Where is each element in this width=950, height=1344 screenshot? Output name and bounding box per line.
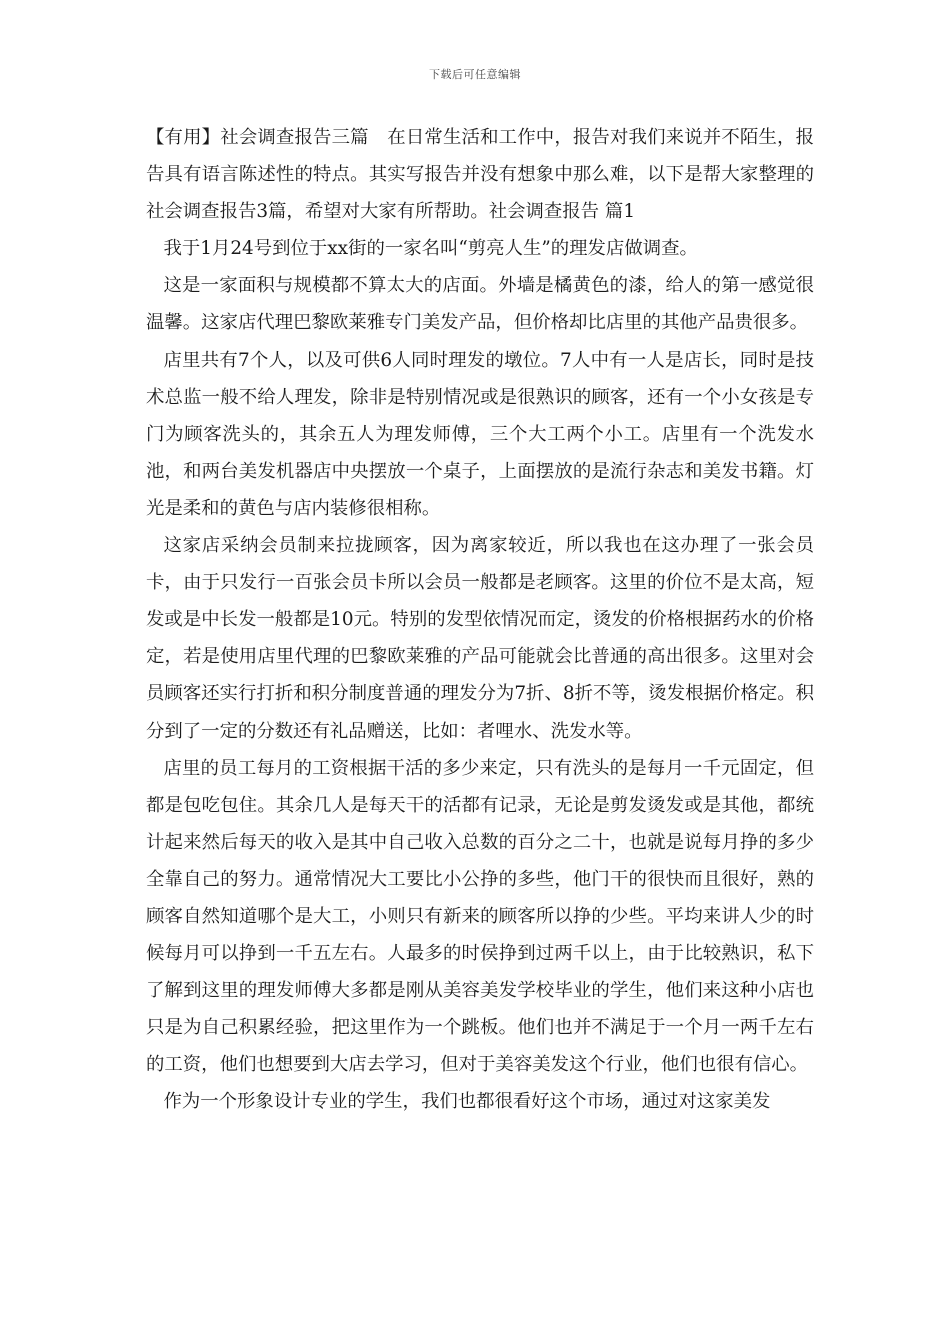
paragraph-survey-date: 我于1月24号到位于xx街的一家名叫“剪亮人生”的理发店做调查。 <box>163 238 698 260</box>
paragraph-conclusion: 作为一个形象设计专业的学生，我们也都很看好这个市场，通过对这家美发 <box>163 1091 771 1113</box>
document-body <box>146 119 814 1121</box>
paragraph-membership: 这家店采纳会员制来拉拢顾客，因为离家较近，所以我也在这办理了一张会员卡，由于只发行一百张会员卡所以会员一般都是老顾客。这里的价位不是太高，短发或是中长发一般都是10元。特别的发型依情况而定，烫发的价格根据药水的价格定，若是使用店里代理的巴黎欧莱雅的产品可能就会比普通的高出很多。这里对会员顾客还实行打折和积分制度普通的理发分为7折、8折不等，烫发根据价格定。积分到了一定的分数还有礼品赠送，比如：者哩水、洗发水等。 <box>146 535 814 742</box>
paragraph-staff: 店里共有7个人，以及可供6人同时理发的墩位。7人中有一人是店长，同时是技术总监一般不给人理发，除非是特别情况或是很熟识的顾客，还有一个小女孩是专门为顾客洗头的，其余五人为理发师傅，三个大工两个小工。店里有一个洗发水池，和两台美发机器店中央摆放一个桌子，上面摆放的是流行杂志和美发书籍。灯光是柔和的黄色与店内装修很相称。 <box>146 349 814 519</box>
paragraph-store-appearance: 这是一家面积与规模都不算太大的店面。外墙是橘黄色的漆，给人的第一感觉很温馨。这家店代理巴黎欧莱雅专门美发产品，但价格却比店里的其他产品贵很多。 <box>146 275 814 334</box>
paragraph-wages: 店里的员工每月的工资根据干活的多少来定，只有洗头的是每月一千元固定，但都是包吃包住。其余几人是每天干的活都有记录，无论是剪发烫发或是其他，都统计起来然后每天的收入是其中自己收入总数的百分之二十，也就是说每月挣的多少全靠自己的努力。通常情况大工要比小公挣的多些，他门干的很快而且很好，熟的顾客自然知道哪个是大工，小则只有新来的顾客所以挣的少些。平均来讲人少的时候每月可以挣到一千五左右。人最多的时侯挣到过两千以上，由于比较熟识，私下了解到这里的理发师傅大多都是刚从美容美发学校毕业的学生，他们来这种小店也只是为自己积累经验，把这里作为一个跳板。他们也并不满足于一个月一两千左右的工资，他们也想要到大店去学习，但对于美容美发这个行业，他们也很有信心。 <box>146 757 814 1076</box>
page-header-note: 下载后可任意编辑 <box>429 68 521 81</box>
paragraph-intro: 【有用】社会调查报告三篇 在日常生活和工作中，报告对我们来说并不陌生，报告具有语言陈述性的特点。其实写报告并没有想象中那么难，以下是帮大家整理的社会调查报告3篇，希望对大家有所帮助。社会调查报告 篇1 <box>146 127 814 223</box>
